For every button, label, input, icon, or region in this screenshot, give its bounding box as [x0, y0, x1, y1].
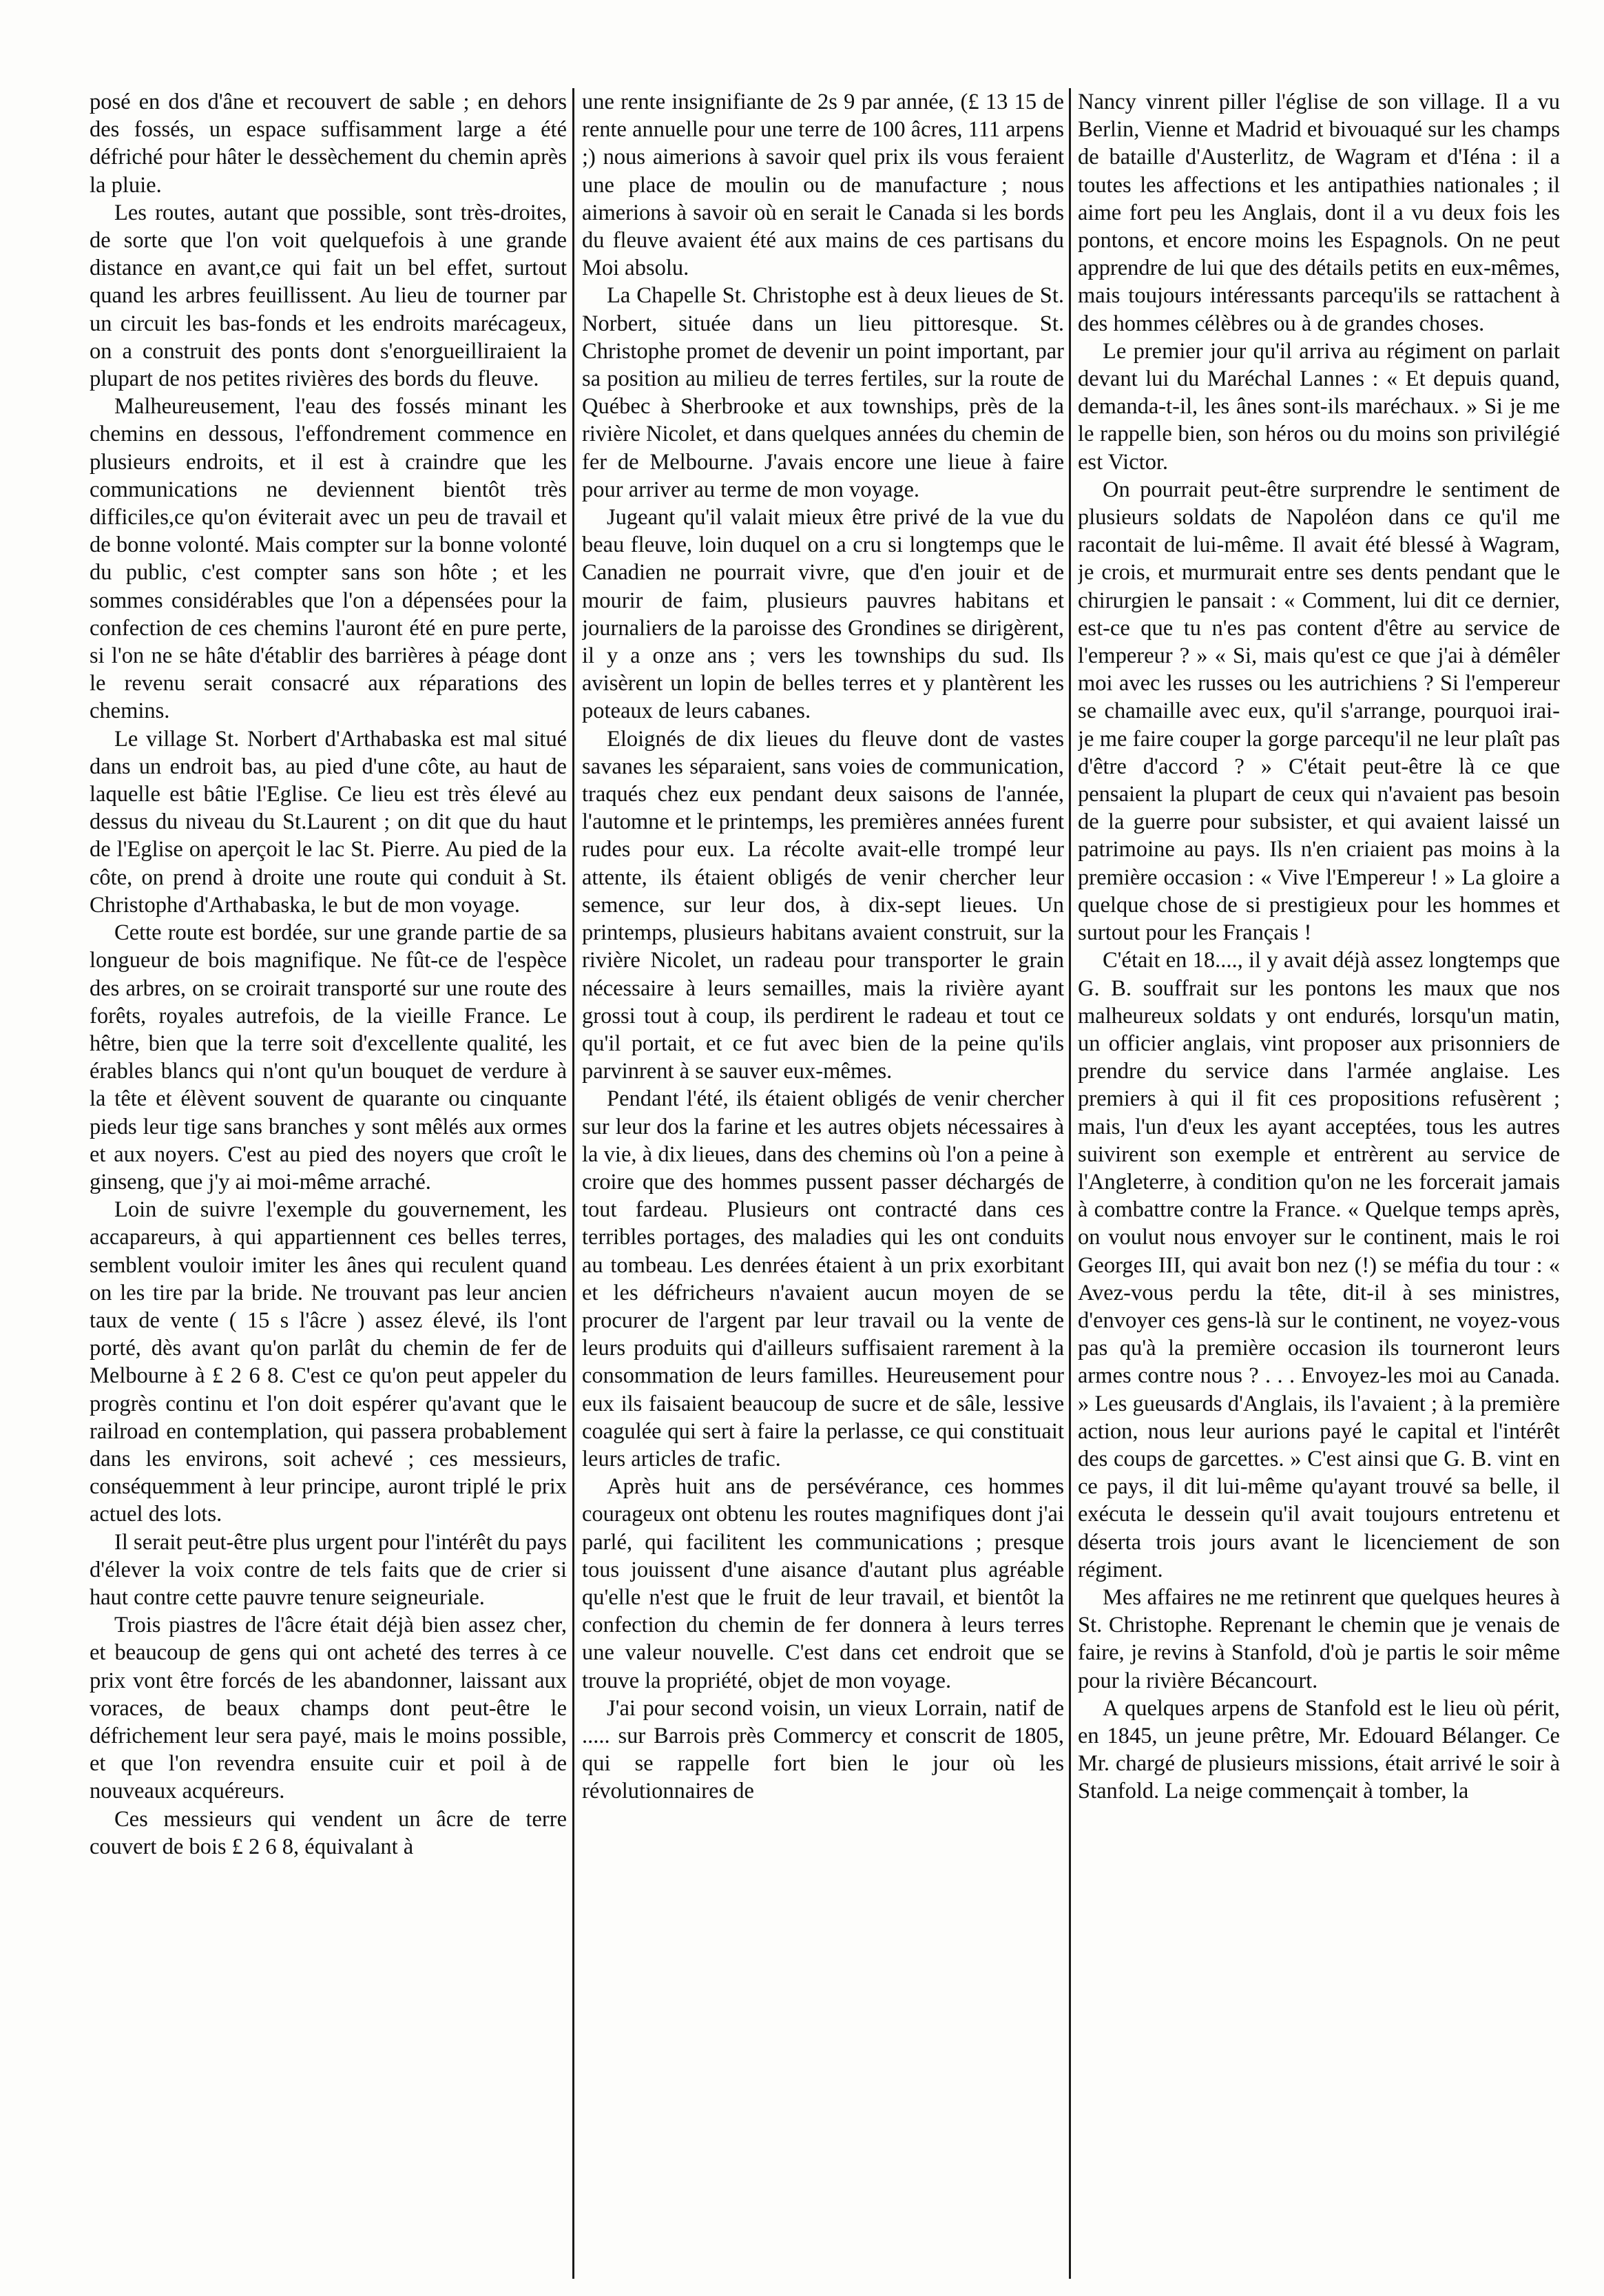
paragraph: J'ai pour second voisin, un vieux Lorrain, natif de ..... sur Barrois près Commercy et conscrit de 1805, qui se rappelle fort bien le jour où les révolutionnaires de	[582, 1695, 1064, 1804]
paragraph: Eloignés de dix lieues du fleuve dont de vastes savanes les séparaient, sans voies de communication, traqués chez eux pendant deux saisons de l'année, l'automne et le printemps, les premières années furent rudes pour eux. La récolte avait-elle trompé leur attente, ils étaient obligés de venir chercher leur semence, sur leur dos, à dix-sept lieues. Un printemps, plusieurs habitans avaient construit, sur la rivière Nicolet, un radeau pour transporter le grain nécessaire à leurs semailles, mais la rivière ayant grossi tout à coup, ils perdirent le radeau et tout ce qu'il portait, et ce fut avec bien de la peine qu'ils parvinrent à se sauver eux-mêmes.	[582, 726, 1064, 1084]
paragraph: posé en dos d'âne et recouvert de sable ; en dehors des fossés, un espace suffisamment large a été défriché pour hâter le dessèchement du chemin après la pluie.	[90, 90, 567, 198]
paragraph: Trois piastres de l'âcre était déjà bien assez cher, et beaucoup de gens qui ont acheté des terres à ce prix vont être forcés de les abandonner, laissant aux voraces, de beaux champs dont peut-être le défrichement leur sera payé, mais le moins possible, et que l'on revendra ensuite cuir et poil à de nouveaux acquéreurs.	[90, 1613, 567, 1804]
paragraph: A quelques arpens de Stanfold est le lieu où périt, en 1845, un jeune prêtre, Mr. Edouard Bélanger. Ce Mr. chargé de plusieurs missions, était arrivé le soir à Stanfold. La neige commençait à tomber, la	[1078, 1695, 1560, 1804]
paragraph: Après huit ans de persévérance, ces hommes courageux ont obtenu les routes magnifiques dont j'ai parlé, qui facilitent les communications ; presque tous jouissent d'une aisance d'autant plus agréable qu'elle n'est que le fruit de leur travail, et bientôt la confection du chemin de fer donnera à leurs terres une valeur nouvelle. C'est dans cet endroit que se trouve la propriété, objet de mon voyage.	[582, 1474, 1064, 1693]
paragraph: Cette route est bordée, sur une grande partie de sa longueur de bois magnifique. Ne fût-ce de l'espèce des arbres, on se croirait transporté sur une route des forêts, royales autrefois, de la vieille France. Le hêtre, bien que la terre soit d'excellente qualité, les érables blancs qui n'ont qu'un bouquet de verdure à la tête et élèvent souvent de quarante ou cinquante pieds leur tige sans branches y sont mêlés aux ormes et aux noyers. C'est au pied des noyers que croît le ginseng, que j'y ai moi-même arraché.	[90, 920, 567, 1194]
paragraph: Malheureusement, l'eau des fossés minant les chemins en dessous, l'effondrement commence en plusieurs endroits, et il est à craindre que les communications ne deviennent bientôt très difficiles,ce qu'on éviterait avec un peu de travail et de bonne volonté. Mais compter sur la bonne volonté du public, c'est compter sans son hôte ; et les sommes considérables que l'on a dépensées pour la confection de ces chemins l'auront été en pure perte, si l'on ne se hâte d'établir des barrières à péage dont le revenu serait consacré aux réparations des chemins.	[90, 394, 567, 724]
column-divider	[1069, 88, 1071, 2279]
text-column-3	[1078, 88, 1560, 2279]
paragraph: Jugeant qu'il valait mieux être privé de la vue du beau fleuve, loin duquel on a cru si longtemps que le Canadien ne pourrait vivre, que d'en jouir et de mourir de faim, plusieurs pauvres habitans et journaliers de la paroisse des Grondines se dirigèrent, il y a onze ans ; vers les townships du sud. Ils avisèrent un lopin de belles terres et y plantèrent les poteaux de leurs cabanes.	[582, 505, 1064, 724]
paragraph: Loin de suivre l'exemple du gouvernement, les accapareurs, à qui appartiennent ces belles terres, semblent vouloir imiter les ânes qui reculent quand on les tire par la bride. Ne trouvant pas leur ancien taux de vente ( 15 s l'âcre ) assez élevé, ils l'ont porté, dès avant qu'on parlât du chemin de fer de Melbourne à £ 2 6 8. C'est ce qu'on peut appeler du progrès continu et l'on doit espérer qu'avant que le railroad en contemplation, qui passera probablement dans les environs, soit achevé ; ces messieurs, conséquemment à leur principe, auront triplé le prix actuel des lots.	[90, 1197, 567, 1527]
paragraph: Ces messieurs qui vendent un âcre de terre couvert de bois £ 2 6 8, équivalant à	[90, 1806, 567, 1859]
paragraph: Les routes, autant que possible, sont très-droites, de sorte que l'on voit quelquefois à une grande distance en avant,ce qui fait un bel effet, surtout quand les arbres feuillissent. Au lieu de tourner par un circuit les bas-fonds et les endroits marécageux, on a construit des ponts dont s'enorgueilliraient la plupart de nos petites rivières des bords du fleuve.	[90, 200, 567, 392]
paragraph: Le village St. Norbert d'Arthabaska est mal situé dans un endroit bas, au pied d'une côte, au haut de laquelle est bâtie l'Eglise. Ce lieu est très élevé au dessus du niveau du St.Laurent ; on dit que du haut de l'Eglise on aperçoit le lac St. Pierre. Au pied de la côte, on prend à droite une route qui conduit à St. Christophe d'Arthabaska, le but de mon voyage.	[90, 726, 567, 918]
text-column-2	[582, 88, 1064, 2279]
paragraph: Nancy vinrent piller l'église de son village. Il a vu Berlin, Vienne et Madrid et bivouaqué sur les champs de bataille d'Austerlitz, de Wagram et d'Iéna : il a toutes les affections et les antipathies nationales ; il aime fort peu les Anglais, dont il a vu deux fois les pontons, et encore moins les Espagnols. On ne peut apprendre de lui que des détails petits en eux-mêmes, mais toujours intéressants parcequ'ils se rattachent à des hommes célèbres ou à de grandes choses.	[1078, 90, 1560, 336]
paragraph: Mes affaires ne me retinrent que quelques heures à St. Christophe. Reprenant le chemin que je venais de faire, je revins à Stanfold, d'où je partis le soir même pour la rivière Bécancourt.	[1078, 1584, 1560, 1693]
paragraph: Pendant l'été, ils étaient obligés de venir chercher sur leur dos la farine et les autres objets nécessaires à la vie, à dix lieues, dans des chemins où l'on a peine à croire que des hommes pussent passer déchargés de tout fardeau. Plusieurs ont contracté dans ces terribles portages, des maladies qui les ont conduits au tombeau. Les denrées étaient à un prix exorbitant et les défricheurs n'avaient aucun moyen de se procurer de l'argent par leur travail ou la vente de leurs produits qui d'ailleurs suffisaient rarement à la consommation de leurs familles. Heureusement pour eux ils faisaient beaucoup de sucre et de sâle, lessive coagulée qui sert à faire la perlasse, ce qui constituait leurs articles de trafic.	[582, 1086, 1064, 1471]
paragraph: La Chapelle St. Christophe est à deux lieues de St. Norbert, située dans un lieu pittoresque. St. Christophe promet de devenir un point important, par sa position au milieu de terres fertiles, sur la route de Québec à Sherbrooke et aux townships, près de la rivière Nicolet, et dans quelques années du chemin de fer de Melbourne. J'avais encore une lieue à faire pour arriver au terme de mon voyage.	[582, 283, 1064, 502]
paragraph: On pourrait peut-être surprendre le sentiment de plusieurs soldats de Napoléon dans ce qu'il me racontait de lui-même. Il avait été blessé à Wagram, je crois, et murmurait entre ses dents pendant que le chirurgien le pansait : « Comment, lui dit ce dernier, est-ce que tu n'es pas content d'être au service de l'empereur ? » « Si, mais qu'est ce que j'ai à démêler moi avec les russes ou les autrichiens ? Si l'empereur se chamaille avec eux, qu'il s'arrange, pourquoi irai-je me faire couper la gorge parcequ'il ne leur plaît pas d'être d'accord ? » C'était peut-être là ce que pensaient la plupart de ceux qui n'avaient pas besoin de la guerre pour subsister, et qui avaient laissé un patrimoine au pays. Ils n'en criaient pas moins à la première occasion : « Vive l'Empereur ! » La gloire a quelque chose de si prestigieux pour les hommes et surtout pour les Français !	[1078, 477, 1560, 946]
paragraph: Il serait peut-être plus urgent pour l'intérêt du pays d'élever la voix contre de tels faits que de crier si haut contre cette pauvre tenure seigneuriale.	[90, 1529, 567, 1610]
paragraph: une rente insignifiante de 2s 9 par année, (£ 13 15 de rente annuelle pour une terre de 100 âcres, 111 arpens ;) nous aimerions à savoir quel prix ils vous feraient une place de moulin ou de manufacture ; nous aimerions à savoir où en serait le Canada si les bords du fleuve avaient été aux mains de ces partisans du Moi absolu.	[582, 90, 1064, 281]
paragraph: Le premier jour qu'il arriva au régiment on parlait devant lui du Maréchal Lannes : « Et depuis quand, demanda-t-il, les ânes sont-ils maréchaux. » Si je me le rappelle bien, son héros ou du moins son privilégié est Victor.	[1078, 338, 1560, 475]
text-column-1	[90, 88, 567, 2279]
paragraph: C'était en 18...., il y avait déjà assez longtemps que G. B. souffrait sur les pontons les maux que nos malheureux soldats y ont endurés, lorsqu'un matin, un officier anglais, vint proposer aux prisonniers de prendre du service dans l'armée anglaise. Les premiers à qui il fit ces propositions refusèrent ; mais, l'un d'eux les ayant acceptées, tous les autres suivirent son exemple et entrèrent au service de l'Angleterre, à condition qu'on ne les forcerait jamais à combattre contre la France. « Quelque temps après, on voulut nous envoyer sur le continent, mais le roi Georges III, qui avait bon nez (!) se méfia du tour : « Avez-vous perdu la tête, dit-il à ses ministres, d'envoyer ces gens-là sur le continent, ne voyez-vous pas qu'à la première occasion ils tourneront leurs armes contre nous ? . . . Envoyez-les moi au Canada. » Les gueusards d'Anglais, ils l'avaient ; à la première action, nous leur aurions payé le capital et l'intérêt des coups de garcettes. » C'est ainsi que G. B. vint en ce pays, il dit lui-même qu'ayant trouvé sa belle, il exécuta le dessein qu'il avait toujours entretenu et déserta trois jours avant le licenciement de son régiment.	[1078, 948, 1560, 1582]
column-divider	[572, 88, 574, 2279]
